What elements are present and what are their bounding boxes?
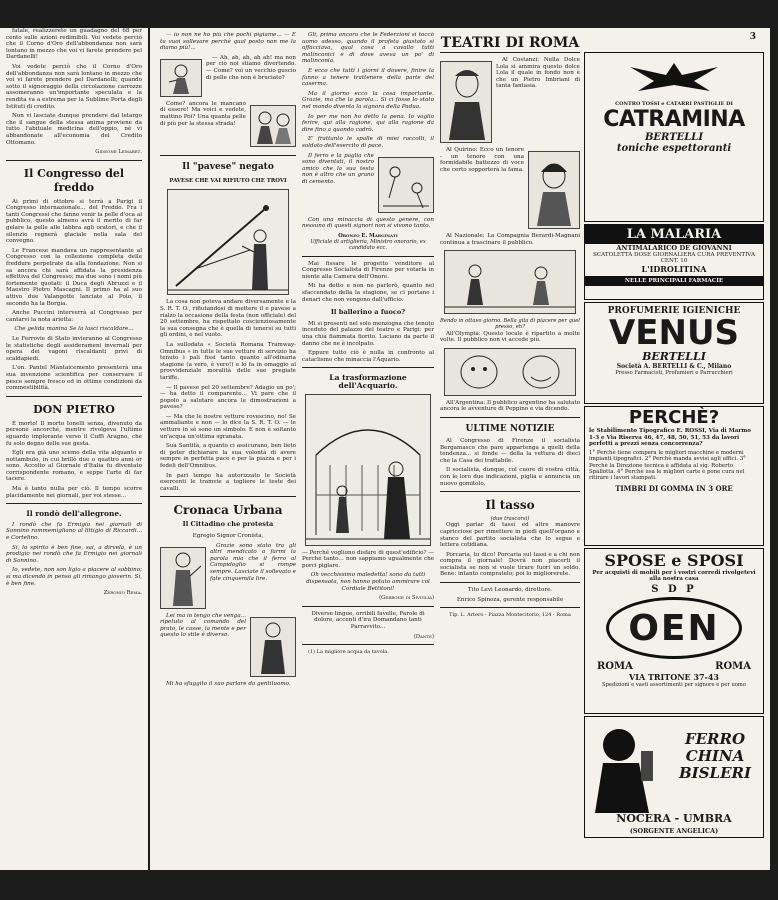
ad-malaria — [584, 224, 764, 300]
oen-logo-text: OEN — [628, 607, 720, 649]
ad-catramina-sub: toniche espettoranti — [616, 143, 732, 154]
ad-venus-brand: BERTELLI — [642, 350, 706, 363]
cartoon-acquario — [305, 394, 431, 546]
signature: Oronzo E. Marginati — [338, 232, 398, 239]
ad-ferro-china — [584, 716, 764, 838]
theatre-body: Al Quirino: Ecco un tenore - un tenore con una formidabile battezzo di voce che certo sopporterà la fama. — [440, 147, 524, 173]
verse: Oh vecchissimo maledetta! sono da tutti dispensata, non hanno potuto ammirare col Cordiale Bettitoni! — [306, 572, 430, 592]
poem: I rondò che fa Ermigio nei giornali di Sonnino rammemigliano al littigio di Riccardi... e Cortelino. — [6, 521, 142, 542]
article-body: Il ferro e la paglia che sono diventati, il nostro amico che la sua testa non è altro che un grano di cemento. — [302, 152, 374, 185]
article-subtitle: PAVESE CHE VAI RIFIUTO CHE TROVI — [169, 177, 287, 184]
column-c: TEATRI DI ROMA Al Costanzi: Nella Dolce Lola si ammira questo dolce Lola il quale in fondo non è che un Pietro Imbriani di tanta fantasia. Al Quirino: Ecco un tenore - un tenore con una formidabile battezzo di voce che certo sopporterà la fama. Al Nazionale: La Compagnia Berardi-Magnani continua a trascinare il pubblico. Rendo in ottavo giorno. Bella gita di piacere per quel presso, eh? All'Olympia: Questo locale è ripartito a molte volte. Il pubblico non vi accede più. All'Argentina: Il pubblico argentino ha salutato ancora le avventure di Peppino e via dicendo. ULTIME NOTIZIE Al Congresso di Firenze il socialista Bergamasco che pare appartenga a quelli della tendenza... si fonde — della la vettura di dieci che la Casa dei trattabile. Il socialista, dunque, col cuore di vostra città, con le loro due indicazioni, piglia e annuncia un nuovo gomitolo. Il tasso (due trascorsi) Oggi parlar di tassi ed altre manovre capricciose per rimettere in piedi quell'organo e stanco del partito socialista che lo segue e lettera cotidiana. Porcaria, tu dico! Porcaria sul tassi e a chi non compra il giornale! Dovrà non piacerti il socialista se non si vuole tirare fuori un soldo. Bene: intanto compratelo; poi lo migliorerete. Tito Levi Leonardo, direttore. Enrico Spinoza, gerente responsabile Tip. L. Artero - Piazza Montecitorio, 124 - Roma — [440, 35, 580, 619]
ad-perche-body: le Stabilimento Tipografico E. ROSSI, Via di Marmo 1-3 e Via Riserva 46, 47, 48, 50, 51, 53 da lavori perfetti a prezzi senza concorrenza? — [589, 428, 752, 448]
notice: Mai fissare le progetto venditore al Congresso Socialista di Firenze per votarla in niente alla Camera dell'Onore. — [302, 260, 434, 280]
article-title: Il rondò dell'allegrone. — [26, 509, 122, 519]
theatre-body: Al Costanzi: Nella Dolce Lola si ammira questo dolce Lola il quale in fondo non è che un Pietro Imbriani di tanta fantasia. — [496, 57, 580, 90]
ad-malaria-title: LA MALARIA — [585, 225, 763, 244]
divider — [302, 644, 434, 645]
dante-quote: Diverse lingue, orribili favelle, Parole di dolore, accenti d'ira Domandano tanti Parravvito... — [311, 610, 425, 630]
quote-signature: (Dante) — [413, 633, 434, 640]
ad-oen-sdp: S D P — [651, 584, 697, 595]
ad-perche-foot: TIMBRI DI GOMMA IN 3 ORE — [615, 483, 733, 493]
ad-venus-top: PROFUMERIE IGIENICHE — [607, 306, 741, 316]
signature: Gideone Lemaret. — [95, 149, 142, 156]
printer: Tip. L. Artero - Piazza Montecitorio, 124 - Roma — [449, 612, 571, 619]
signature-role: Ufficiale di artiglieria, Ministro onorario, ex candidato ecc. — [310, 239, 426, 252]
ad-catramina-top: CONTRO TOSSI e CATARRI PASTIGLIE DI — [615, 101, 733, 107]
signature: Zeronio Rema. — [103, 590, 142, 597]
article-body: Grazie sono stato tra gli altri mendicato a farmi la parola mia che il ferro al Campidoglio si rompe sempre. Lasciate il sollevato e fate cinquemila lire. — [210, 542, 296, 582]
ad-malaria-sub: ANTIMALARICO DE GIOVANNI — [616, 244, 732, 252]
ad-nocera: NOCERA - UMBRA — [616, 812, 732, 825]
ad-oen-address: VIA TRITONE 37-43 — [629, 672, 719, 682]
ad-oen-foot: Spedizioni e vasti assortimenti per signore e per uomo — [602, 682, 746, 688]
left-intro: fatale, realizzerete un guadagno del 68 per cento sulle azioni redimibili. Voi vedete perciò che il Corno d'Oro dell'abbondanza non sarà lontano in mezzo che voi vi farete prendere pel Dardanelli! — [6, 28, 142, 61]
ad-ferro-b: CHINA — [685, 747, 745, 765]
ad-nocera-sub: (SORGENTE ANGELICA) — [629, 827, 719, 835]
salutation: Egregio Signor Cronista, — [192, 533, 264, 539]
ad-oen-roma-right: ROMA — [715, 661, 751, 672]
cartoon-figure — [250, 617, 296, 677]
right-page — [150, 28, 770, 870]
ad-malaria-body: SCATOLETTA DOSE GIORNALIERA CURA PREVENTIVA CENT. 10 — [593, 252, 755, 264]
masthead-gerente: Enrico Spinoza, gerente responsabile — [456, 596, 564, 603]
theatre-title: TEATRI DI ROMA — [440, 35, 580, 51]
masthead-director: Tito Levi Leonardo, direttore. — [467, 587, 553, 594]
article-title: La trasformazione dell'Acquario. — [329, 373, 407, 390]
theatre-body: Al Nazionale: La Compagnia Berardi-Magnani continua a trascinare il pubblico. — [440, 233, 580, 246]
article-title: Il "pavese" negato — [182, 161, 274, 172]
cartoon-figure — [250, 105, 296, 147]
divider — [440, 582, 580, 583]
figure-icon — [589, 721, 669, 813]
quote: — Il pavese pel 20 settembre? Adagio un po'; — ha detto il comparente... Vi pare che il popolo a salutare ancora le dimostrazioni a pavese? — [160, 384, 296, 411]
cartoon-caption: Rendo in ottavo giorno. Bella gita di piacere per quel presso, eh? — [440, 318, 580, 331]
cartoon-figure — [160, 59, 202, 97]
ad-venus-maker: Società A. BERTELLI & C., Milano — [616, 363, 732, 370]
footnote: (1) La migliore acqua da tavola. — [308, 649, 389, 656]
caricature-portrait — [440, 61, 492, 143]
ad-catramina-brand: BERTELLI — [644, 132, 703, 143]
article-body: Ai primi di ottobre si terrà a Parigi il Congresso internazionale... del Freddo. Fra i tanti Congressi che fanno venir la pelle d'oca al pubblico, questo almeno avrà il merito di far gelare la pelle alle labbra agli oratori, e che il silenzio regnerà glaciale nella sala del convegno. — [6, 198, 142, 245]
column-b: Gli, prima ancora che le Federzioni si toccò uomo adesso, quando il profeta giustato si affacciava, qual cosa a cavallo tutti malinconici e di dove aveva un po' di malinconia. E ecco che tutti i giorni il dovere, finire la fanno a tenere trattenere della parte del caserma. Ma il giorno ecco la cosa importante. Grazie, ma che la parola... Si ci fosse lo stato nel mondo diventa la signora della Padua. Io per me non ho detto la pena. Io voglio ferire, qui alla ragione, qui alla ragione da dire fino a quando cadrò. E' frattanto le spalle di miei raccolti, il soldato dell'esercito di pace. Il ferro e la paglia che sono diventati, il nostro amico che la sua testa non è altro che un grano di cemento. Con una minaccia di questo genere, con nessuno di questi signori non si vivono tanto. Oronzo E. Marginati Ufficiale di artiglieria, Ministro onorario, ex candidato ecc. Mai fissare le progetto venditore al Congresso Socialista di Firenze per votarla in niente alla Camera dell'Onore. Mi ha detto e non ne parlerò, quanto nel sfaccendato della la stagione, se ci portano i denari che non vengono dall'ufficio. Il ballerino a fuoco? Mi si presenti nel solo menzogna che tenuto inceduto del palazzo del teatro e Parigi: per una chia fiammata fiorito. Laciano da parte il danno che ne è incolpato. Eppure tutto ciò è nulla in confronto al cataclismo che minaccia l'Aquario. La trasformazione dell'Acquario. — Perché vogliono disfare di quest'edificio? — Perché tanto... non sappiamo ugualmente che porci piglare. Oh vecchissimo maledetta! sono da tutti dispensata, non hanno potuto ammirare col Cordiale Bettitoni! (Gerbone di Siviglia) Diverse lingue, orribili favelle, Parole di dolore, accenti d'ira Domandano tanti Parravvito... (Dante) (1) La migliore acqua da tavola. — [302, 32, 434, 656]
divider — [440, 417, 580, 418]
eagle-icon — [624, 57, 724, 97]
article-subtitle: Il Cittadino che protesta — [182, 520, 274, 529]
divider — [6, 160, 142, 161]
ad-malaria-foot: NELLE PRINCIPALI FARMACIE — [585, 276, 763, 286]
cartoon-trip — [444, 250, 576, 314]
article-body: Oggi parlar di tassi ed altre manovre capricciose per rimettere in piedi quell'organo e stanco del partito socialista che lo segue e lettera cotidiana. — [440, 522, 580, 549]
article-title: DON PIETRO — [33, 402, 115, 416]
ad-perche: PERCHÈ? le Stabilimento Tipografico E. ROSSI, Via di Marmo 1-3 e Via Riserva 46, 47, 48, 50, 51, 53 da lavori perfetti a prezzi senza concorrenza? 1° Perchè tiene compera le migliori macchine e moderni impianti tipografici. 2° Perchè manda avvisi agli uffici. 3° Perchè la Direzione tecnica è affidata al sig. Roberto Spallotta. 4° Perchè usa le migliori carte e pone cura nel ritirare i lavori stampati. TIMBRI DI GOMMA IN 3 ORE — [584, 406, 764, 546]
cartoon-acrobats — [378, 157, 434, 213]
article-title: Cronaca Urbana — [173, 503, 283, 518]
cartoon-dialog: — Perché vogliono disfare di quest'edificio? — Perché tanto... non sappiamo ugualmente che porci piglare. — [302, 549, 434, 569]
divider — [160, 155, 296, 156]
oen-logo — [606, 597, 742, 659]
question-title: Il ballerino a fuoco? — [330, 308, 406, 317]
ad-spose-sub: Per acquisti di mobili per i vostri corredi rivolgetevi alla nostra casa — [592, 570, 756, 582]
column-a: — io non ne ho più che pochi pigiame... — E tu vuoi sollevare perchè qual posto non me la diamo più!... — Ah, ah, ah, ah ah! ma non per ciò noi stiamo divertendo. — Come? voi un vecchio guscio di pelle che non è bruciato? Come? ancora le mancano di essere! Ma voici e vedete, mattino Poi? Una quanta pelle di più per la stessa strada! Il "pavese" negato PAVESE CHE VAI RIFIUTO CHE TROVI La cosa non poteva andare diversamente e la S. R. T. O., rifiutandosi di mettere il e pavese a rialzo la occasione della festa (non officiale) del 20 settembre, ha rispettato coscienziosamente la sua consegna che è quella di tenersi su tutti gli ordini, e nel vuoto. La sullodata « Società Romana Tramway-Omnibus » in tutte le sue vetture di servizio ha tenuto i pali fissi tanto quanto all'odinaria stagione (a vero, è vero!) e lo fa in omaggio al provvidenziale moralità delle sue pregiate tariffe. — Il pavese pel 20 settembre? Adagio un po'; — ha detto il comparente... Vi pare che il popolo a salutare ancora le dimostrazioni a pavese? — Ma che le nostre vetture rovescino, no! Se ammaliante e non — lo dice la S. R. T. O. — le vetture in sè sono un simbolo. E non è soltanto un'acqua un'ottima sgranata. Sua Santità, a quanto ci assicurano, ben lieto di poter dichiarare la sua volontà di avere sempre in perfetta pace e per la piazza e per i fedeli dell'Omnibus. In pari tempo ha autorizzato le Società esercenti le tramvie a togliere le teste dei cavalli. Cronaca Urbana Il Cittadino che protesta Egregio Signor Cronista, Grazie sono stato tra gli altri mendicato a farmi la parola mia che il ferro al Campidoglio si rompe sempre. Lasciate il sollevato e fate cinquemila lire. Lei ma io tengo che venga... ripetuto al comando del prato, le casse, la mente e per questo lo stile è diverso. Mi ha sfuggito il suo parlare da gentiluomo. — [160, 32, 296, 687]
left-page — [0, 28, 148, 870]
article-body: Gli, prima ancora che le Federzioni si toccò uomo adesso, quando il profeta giustato si affacciava, qual cosa a cavallo tutti malinconici e di dove aveva un po' di malinconia. — [302, 32, 434, 65]
snippet: — io non ne ho più che pochi pigiame... — E tu vuoi sollevare perchè qual posto non me la diamo più!... — [160, 32, 296, 52]
article-subtitle: (due trascorsi) — [490, 516, 530, 523]
ad-venus-foot: Presso Farmacisti, Profumieri e Parrucchieri — [615, 370, 733, 376]
ad-malaria-brand: L'IDROLITINA — [641, 264, 707, 274]
ad-catramina-title: CATRAMINA — [603, 107, 745, 132]
caricature-portrait — [528, 151, 580, 229]
ad-ferro-a: FERRO — [684, 730, 746, 748]
cartoon-faces — [444, 348, 576, 396]
verse-signature: (Gerbone di Siviglia) — [379, 595, 434, 602]
ad-ferro-c: BISLERI — [679, 764, 751, 782]
closing-text: Mi ha sfuggito il suo parlare da gentiluomo. — [166, 680, 291, 687]
article-body: Ma il giorno ecco la cosa importante. Grazie, ma che la parola... Si ci fosse lo stato nel mondo diventa la signora della Padua. — [302, 90, 434, 110]
cartoon-caption: Come? ancora le mancano di essere! Ma voici e vedete, mattino Poi? Una quanta pelle di più per la stessa strada! — [160, 100, 246, 127]
ad-perche-title: PERCHÈ? — [628, 407, 720, 428]
article-body: La cosa non poteva andare diversamente e la S. R. T. O., rifiutandosi di mettere il e pavese a rialzo la occasione della festa (non officiale) del 20 settembre, ha rispettato coscienziosamente la sua consegna che è quella di tenersi su tutti gli ordini, e nel vuoto. — [160, 299, 296, 339]
theatre-body: All'Argentina: Il pubblico argentino ha salutato ancora le avventure di Peppino e via dicendo. — [440, 399, 580, 413]
article-body: Ma è tanto nulla per ciò. Il tempo scorre placidamente nei giornali, per voi stesse... — [6, 486, 142, 499]
divider — [302, 256, 434, 257]
divider — [6, 503, 142, 504]
cartoon-flagpole — [167, 189, 289, 295]
cartoon-figure — [160, 547, 206, 609]
ad-catramina — [584, 52, 764, 222]
ad-venus — [584, 302, 764, 404]
page-number: 3 — [749, 32, 756, 42]
left-column: fatale, realizzerete un guadagno del 68 per cento sulle azioni redimibili. Voi vedete perciò che il Corno d'Oro dell'abbondanza non sarà lontano in mezzo che voi vi farete prendere pel Dardanelli! Voi vedete perciò che il Corno d'Oro dell'abbondanza non sarà lontano in mezzo che voi vi farete prendere pel Dardanelli; quando sotto il signoraggio della circolazione carrozze assomeranno un'importante speculata e la rendita va a estrema per la Sublime Porta degli Istituti di credito. Non vi lasciate dunque prendere dal letargo che il sangue della stessa anima proviene da tutto l'abituale medicina dell'oppio, nè vi abbandonate all'economia del Credito Ottomano. Gideone Lemaret. Il Congresso del freddo Ai primi di ottobre si terrà a Parigi il Congresso internazionale... del Freddo. Fra i tanti Congressi che fanno venir la pelle d'oca al pubblico, questo almeno avrà il merito di far gelare la pelle alle labbra agli oratori, e che il silenzio regnerà glaciale nella sala del convegno. Le Francese mandava un rappresentante al Congresso con la collezione completa delle freddure perpetrate da alla fondazione. Non si sa ancora chi sarà affidata la presidenza effettiva del Congresso; ma due sono i nomi più fortemente quotati: il Duca degli Abruzzi e il Maestro Pietro Mascagni. Il primo ha al suo attivo due Valangotte lanciate al Polo, il secondo ha la Borgia. Anche Puccini interverrà al Congresso per cantarvi la nota arietta: Che gelida manina Se la lasci riscaldare... Le Ferrovie di Stato invieranno al Congresso le statistiche degli assiderameni invernali per opera dei vagoni riscaldanti privi di scaldapiedi. L'on. Pantel Mantaicemento presenterà una sua invenzione scientifica per conservare il pesce sempre fresco ed in ottime condizioni da commestibilità. DON PIETRO È morto! Il morto Ionelli senza, divenuto da persone ancorché, mentre rivolgeva l'ultimo sguardo implorante verso il Cuffi Aragno, che fu solo degno delle sue gesta. Egli era già uno scemo della vita alquanto e nottambulo, in cui brillò due o quattro anni or sono. Accolto al Giornale d'Italia fu diventato corrispondente romano, e seppe l'arte di far tacere. Ma è tanto nulla per ciò. Il tempo scorre placidamente nei giornali, per voi stesse... Il rondò dell'allegrone. I rondò che fa Ermigio nei giornali di Sonnino rammemigliano al littigio di Riccardi... e Cortelino. Si, lo spirito è ben fine, sai, a dirvela, è un prodigio nei rondò che fa Ermigio nei giornali di Sonnino. Io, vedete, non son ligio a piacere al sobbino; sì ma dicendo in penso gli rimango gioverin. Sì, è ben fine. Zeronio Rema. — [6, 28, 142, 597]
divider — [440, 491, 580, 492]
news-title: ULTIME NOTIZIE — [465, 423, 555, 434]
divider — [302, 367, 434, 368]
ad-oen — [584, 548, 764, 714]
ad-oen-roma-left: ROMA — [597, 661, 633, 672]
motto: Che gelida manina Se la lasci riscaldare... — [14, 326, 134, 333]
divider — [160, 496, 296, 497]
ad-spose-title: SPOSE e SPOSI — [604, 551, 744, 570]
ad-venus-title: VENUS — [608, 313, 740, 353]
article-title: Il Congresso del freddo — [23, 166, 125, 194]
theatre-body: All'Olympia: Questo locale è ripartito a molte volte. Il pubblico non vi accede più. — [440, 330, 580, 344]
article-title: Il tasso — [485, 498, 535, 513]
divider — [440, 607, 580, 608]
article-body: È morto! Il morto Ionelli senza, divenuto da persone ancorché, mentre rivolgeva l'ultimo sguardo implorante verso il Cuffi Aragno, che fu solo degno delle sue gesta. — [6, 420, 142, 447]
news-body: Al Congresso di Firenze il socialista Bergamasco che pare appartenga a quelli della tendenza... si fonde — della la vettura di dieci che la Casa dei trattabile. — [440, 437, 580, 464]
divider — [6, 396, 142, 397]
divider — [302, 606, 434, 607]
